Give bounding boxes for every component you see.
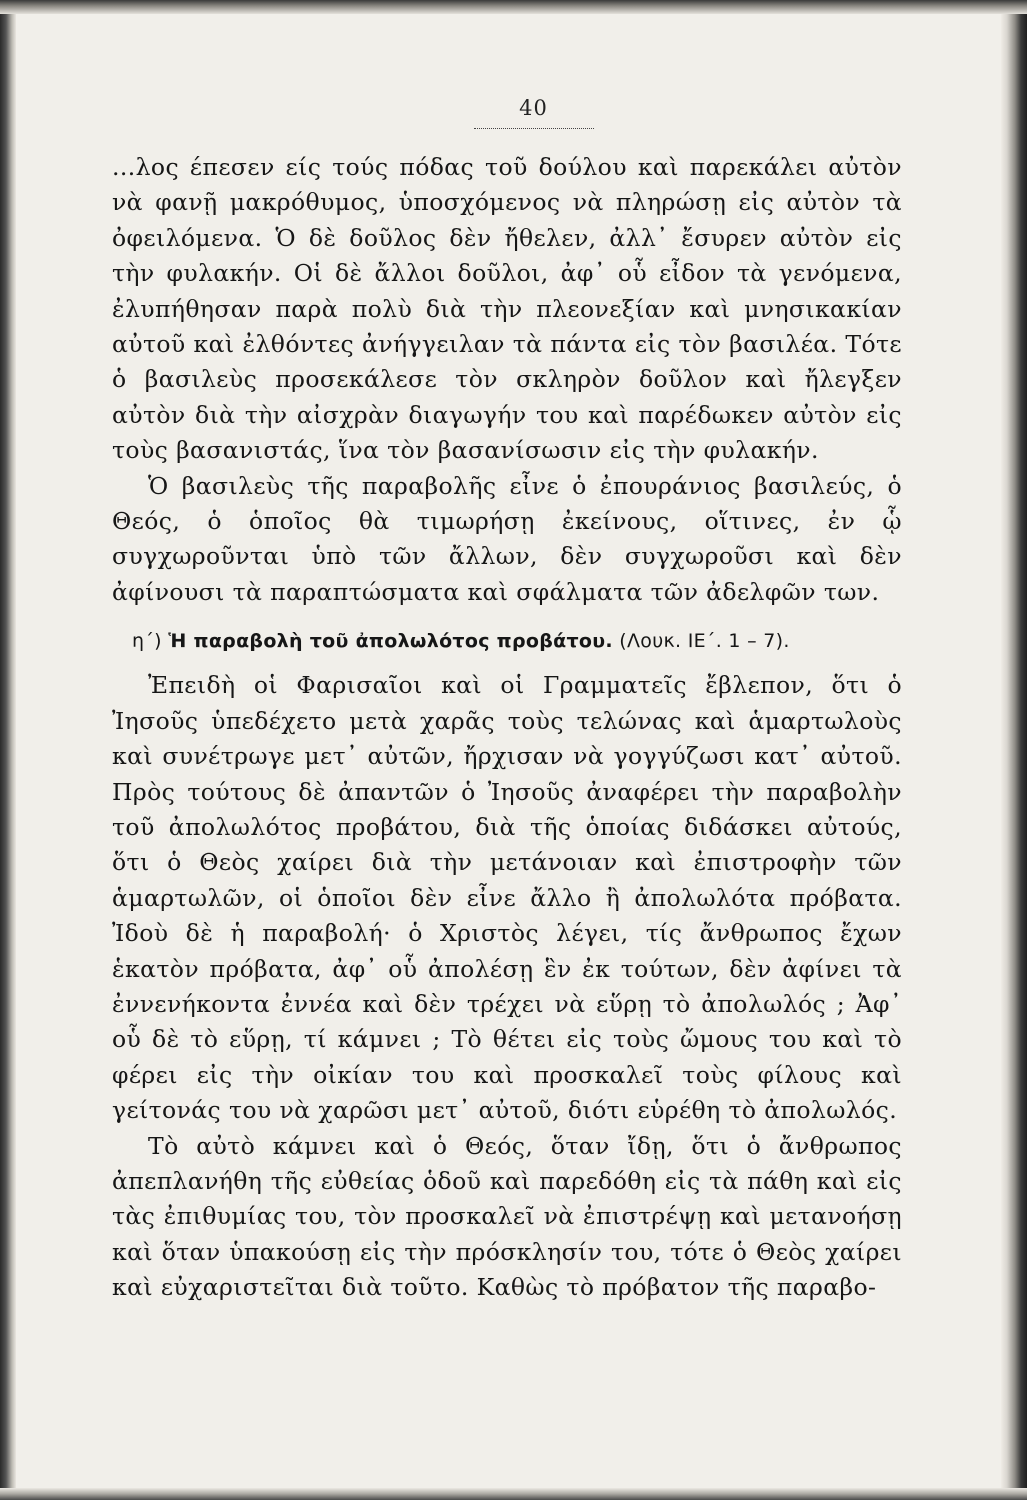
body-text: [112, 150, 902, 1306]
paragraph-god-rejoices: Τὸ αὐτὸ κάμνει καὶ ὁ Θεός, ὅταν ἴδῃ, ὅτι ὁ ἄνθρωπος ἀπεπλανήθη τῆς εὐθείας ὁδοῦ καὶ παρεδόθη εἰς τὰ πάθη καὶ εἰς τὰς ἐπιθυμίας του, τὸν προσκαλεῖ νὰ ἐπιστρέψῃ καὶ μετανοήσῃ καὶ ὅταν ὑπακούσῃ εἰς τὴν πρόσκλησίν του, τότε ὁ Θεὸς χαίρει καὶ εὐχαριστεῖται διὰ τοῦτο. Καθὼς τὸ πρόβατον τῆς παραβο-: [112, 1131, 902, 1302]
section-reference: (Λουκ. ΙΕ´. 1 – 7).: [619, 630, 790, 653]
section-title: Ἡ παραβολὴ τοῦ ἀπολωλότος προβάτου.: [168, 630, 613, 653]
page-edge-right: [1001, 0, 1027, 1500]
section-marker: η´): [132, 630, 162, 653]
page-number: 40: [474, 96, 594, 129]
page-header: [0, 96, 1027, 129]
page-edge-bottom: [0, 1488, 1027, 1500]
paragraph-continued: ...λος έπεσεν είς τούς πόδας τοῦ δούλου καὶ παρεκάλει αὐτὸν νὰ φανῇ μακρόθυμος, ὑποσχόμενος νὰ πληρώσῃ εἰς αὐτὸν τὰ ὀφειλόμενα. Ὁ δὲ δοῦλος δὲν ἤθελεν, ἀλλ᾽ ἔσυρεν αὐτὸν εἰς τὴν φυλακήν. Οἱ δὲ ἄλλοι δοῦλοι, ἀφ᾽ οὗ εἶδον τὰ γενόμενα, ἐλυπήθησαν παρὰ πολὺ διὰ τὴν πλεονεξίαν καὶ μνησικακίαν αὐτοῦ καὶ ἐλθόντες ἀνήγγειλαν τὰ πάντα εἰς τὸν βασιλέα. Τότε ὁ βασιλεὺς προσεκάλεσε τὸν σκληρὸν δοῦλον καὶ ἤλεγξεν αὐτὸν διὰ τὴν αἰσχρὰν διαγωγήν του καὶ παρέδωκεν αὐτὸν εἰς τοὺς βασανιστάς, ἵνα τὸν βασανίσωσιν εἰς τὴν φυλακήν.: [112, 153, 902, 465]
section-heading: [112, 626, 902, 656]
page-edge-left: [0, 0, 16, 1500]
page-edge-top: [0, 0, 1027, 14]
paragraph-lost-sheep: Ἐπειδὴ οἱ Φαρισαῖοι καὶ οἱ Γραμματεῖς ἔβλεπον, ὅτι ὁ Ἰησοῦς ὑπεδέχετο μετὰ χαρᾶς τοὺς τελώνας καὶ ἁμαρτωλοὺς καὶ συνέτρωγε μετ᾽ αὐτῶν, ἤρχισαν νὰ γογγύζωσι κατ᾽ αὐτοῦ. Πρὸς τούτους δὲ ἀπαντῶν ὁ Ἰησοῦς ἀναφέρει τὴν παραβολὴν τοῦ ἀπολωλότος προβάτου, διὰ τῆς ὁποίας διδάσκει αὐτούς, ὅτι ὁ Θεὸς χαίρει διὰ τὴν μετάνοιαν καὶ ἐπιστροφὴν τῶν ἁμαρτωλῶν, οἱ ὁποῖοι δὲν εἶνε ἄλλο ἢ ἀπολωλότα πρόβατα. Ἰδοὺ δὲ ἡ παραβολή· ὁ Χριστὸς λέγει, τίς ἄνθρωπος ἔχων ἑκατὸν πρόβατα, ἀφ᾽ οὗ ἀπολέσῃ ἓν ἐκ τούτων, δὲν ἀφίνει τὰ ἐννενήκοντα ἐννέα καὶ δὲν τρέχει νὰ εὕρῃ τὸ ἀπολωλός ; Ἀφ᾽ οὗ δὲ τὸ εὕρῃ, τί κάμνει ; Τὸ θέτει εἰς τοὺς ὤμους του καὶ τὸ φέρει εἰς τὴν οἰκίαν του καὶ προσκαλεῖ τοὺς φίλους καὶ γείτονάς του νὰ χαρῶσι μετ᾽ αὐτοῦ, διότι εὑρέθη τὸ ἀπολωλός.: [112, 671, 902, 1125]
paragraph-interpretation: Ὁ βασιλεὺς τῆς παραβολῆς εἶνε ὁ ἐπουράνιος βασιλεύς, ὁ Θεός, ὁ ὁποῖος θὰ τιμωρήσῃ ἐκείνους, οἵτινες, ἐν ᾧ συγχωροῦνται ὑπὸ τῶν ἄλλων, δὲν συγχωροῦσι καὶ δὲν ἀφίνουσι τὰ παραπτώσματα καὶ σφάλματα τῶν ἀδελφῶν των.: [112, 471, 902, 606]
